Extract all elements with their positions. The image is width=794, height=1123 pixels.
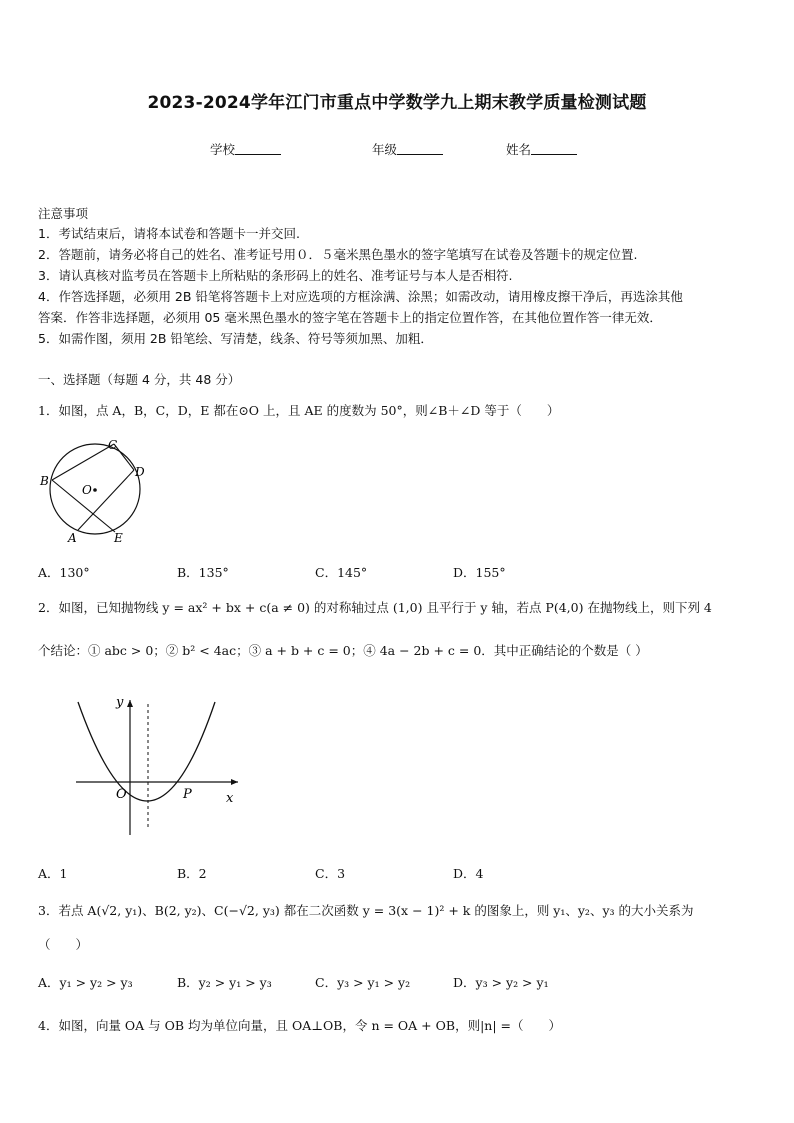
notice-item: 3．请认真核对监考员在答题卡上所粘贴的条形码上的姓名、准考证号与本人是否相符. — [38, 268, 513, 283]
choice-c[interactable]: C．y₃ > y₁ > y₂ — [315, 975, 411, 990]
name-label: 姓名 — [506, 142, 532, 157]
notice-item: 4．作答选择题，必须用 2B 铅笔将答题卡上对应选项的方框涂满、涂黑；如需改动，请用橡皮擦干净后，再选涂其他 — [38, 289, 683, 304]
choice-d[interactable]: D．155° — [453, 565, 506, 580]
exam-title: 2023-2024学年江门市重点中学数学九上期末教学质量检测试题 — [147, 93, 647, 113]
parabola-figure — [70, 690, 250, 840]
school-field[interactable] — [210, 140, 281, 158]
label-o: O — [82, 483, 92, 497]
question-3-stem-line1: 3．若点 A(√2, y₁)、B(2, y₂)、C(−√2, y₃) 都在二次函数 y = 3(x − 1)² + k 的图象上，则 y₁、y₂、y₃ 的大小关系为 — [38, 903, 694, 918]
circle-figure — [36, 432, 156, 550]
choice-a[interactable]: A．1 — [38, 866, 68, 881]
question-3-stem-line2: （ ） — [38, 937, 89, 952]
school-label: 学校 — [210, 142, 236, 157]
grade-field[interactable] — [372, 140, 443, 158]
choice-d[interactable]: D．4 — [453, 866, 484, 881]
choice-d[interactable]: D．y₃ > y₂ > y₁ — [453, 975, 549, 990]
name-field[interactable] — [506, 140, 577, 158]
choice-b[interactable]: B．y₂ > y₁ > y₃ — [177, 975, 272, 990]
label-y: y — [116, 695, 124, 710]
section-heading: 一、选择题（每题 4 分，共 48 分） — [38, 372, 241, 387]
notice-item: 2．答题前，请务必将自己的姓名、准考证号用０．５毫米黑色墨水的签字笔填写在试卷及答题卡的规定位置. — [38, 247, 638, 262]
choice-a[interactable]: A．y₁ > y₂ > y₃ — [38, 975, 133, 990]
label-e: E — [114, 531, 123, 545]
question-2-stem-line1: 2．如图，已知抛物线 y = ax² + bx + c(a ≠ 0) 的对称轴过点 (1,0) 且平行于 y 轴，若点 P(4,0) 在抛物线上，则下列 4 — [38, 600, 712, 615]
label-p: P — [183, 787, 192, 802]
label-a: A — [68, 531, 77, 545]
notice-item: 5．如需作图，须用 2B 铅笔绘、写清楚，线条、符号等须加黑、加粗． — [38, 331, 433, 346]
choice-b[interactable]: B．135° — [177, 565, 229, 580]
notice-item: 1．考试结束后，请将本试卷和答题卡一并交回. — [38, 226, 300, 241]
grade-label: 年级 — [372, 142, 398, 157]
label-x: x — [226, 791, 234, 806]
label-b: B — [40, 474, 49, 488]
notice-heading: 注意事项 — [38, 206, 89, 221]
question-2-stem-line2: 个结论：① abc > 0；② b² < 4ac；③ a + b + c = 0；④ 4a − 2b + c = 0．其中正确结论的个数是（ ） — [38, 643, 648, 658]
label-c: C — [108, 438, 118, 452]
choice-c[interactable]: C．3 — [315, 866, 346, 881]
choice-c[interactable]: C．145° — [315, 565, 368, 580]
question-1-stem: 1．如图，点 A，B，C，D，E 都在⊙O 上，且 AE 的度数为 50°，则∠B＋∠D 等于（ ） — [38, 403, 560, 418]
notice-item: 答案．作答非选择题，必须用 05 毫米黑色墨水的签字笔在答题卡上的指定位置作答，在其他位置作答一律无效． — [38, 310, 662, 325]
question-4-stem: 4．如图，向量 OA 与 OB 均为单位向量，且 OA⊥OB，令 n = OA + OB，则|n| =（ ） — [38, 1018, 561, 1033]
choice-a[interactable]: A．130° — [38, 565, 90, 580]
label-o: O — [116, 787, 127, 802]
choice-b[interactable]: B．2 — [177, 866, 207, 881]
label-d: D — [135, 465, 145, 479]
